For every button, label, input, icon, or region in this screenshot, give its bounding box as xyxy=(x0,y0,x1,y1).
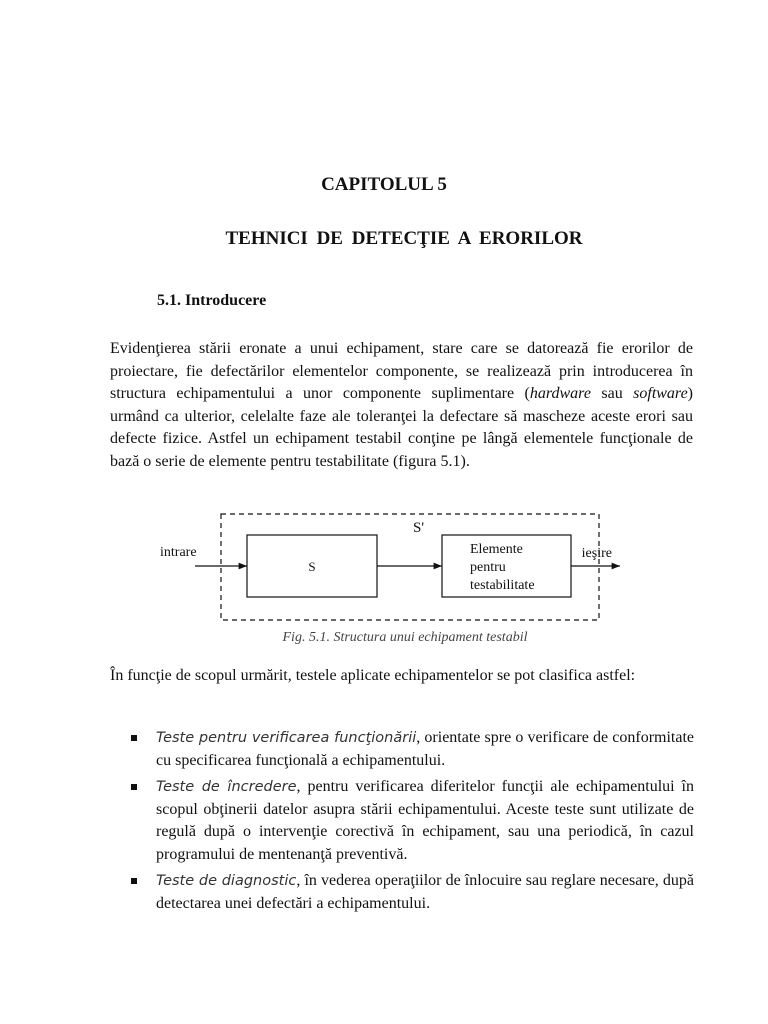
input-label: intrare xyxy=(160,545,197,560)
list-item-text: , pentru verificarea diferitelor funcţii ale echipamentului în scopul obţinerii datelor asupra stării echipamentului. Aceste teste sunt utilizate de regulă după o intervenţie corectivă în echipament, sau una periodică, în cazul programului de mentenanţă preventivă. xyxy=(156,778,695,863)
term-hardware: hardware xyxy=(529,385,591,402)
list-item-lead: Teste de încredere xyxy=(156,779,297,795)
list-item xyxy=(128,776,694,866)
bullet-square-icon xyxy=(131,878,137,884)
intro-text-1: Evidenţierea stării eronate a unui echipament, stare care se datorează fie erorilor de proiectare, fie defectărilor elementelor componente, se realizează prin introducerea în structura echipamentului a unor componente suplimentare ( xyxy=(110,340,693,402)
intro-paragraph xyxy=(110,338,693,473)
test-types-list xyxy=(128,727,694,919)
list-item-lead: Teste de diagnostic xyxy=(156,873,297,889)
output-label: ieşire xyxy=(581,546,612,561)
intro-text-2: sau xyxy=(590,385,634,402)
figure-diagram xyxy=(150,505,620,630)
classification-paragraph: În funcţie de scopul urmărit, testele aplicate echipamentelor se pot clasifica astfel: xyxy=(110,667,636,684)
bullet-square-icon xyxy=(131,735,137,741)
list-item-text: , orientate spre o verificare de conformitate cu specificarea funcţională a echipamentului. xyxy=(156,729,695,769)
list-item-text: , în vederea operaţiilor de înlocuire sau reglare necesare, după detectarea unei defectări a echipamentului. xyxy=(156,872,695,912)
list-item-lead: Teste pentru verificarea funcţionării xyxy=(156,730,417,746)
term-software: software xyxy=(633,385,688,402)
block-testability-line2: pentru xyxy=(470,560,506,575)
figure-caption: Fig. 5.1. Structura unui echipament testabil xyxy=(282,630,528,645)
section-heading: 5.1. Introducere xyxy=(157,292,267,309)
list-item xyxy=(128,870,694,915)
bullet-square-icon xyxy=(131,784,137,790)
list-item xyxy=(128,727,694,772)
block-s-label: S xyxy=(308,559,316,574)
chapter-title: TEHNICI DE DETECŢIE A ERORILOR xyxy=(225,228,583,249)
outer-box-label: S' xyxy=(413,520,425,536)
chapter-label: CAPITOLUL 5 xyxy=(321,174,447,195)
intro-text-3: ) urmând ca ulterior, celelalte faze ale toleranţei la defectare să mascheze aceste erori sau defecte fizice. Astfel un echipament testabil conţine pe lângă elementele funcţionale de bază o serie de elemente pentru testabilitate (figura 5.1). xyxy=(110,385,693,470)
block-testability-line3: testabilitate xyxy=(470,578,535,593)
block-testability-line1: Elemente xyxy=(470,542,523,557)
